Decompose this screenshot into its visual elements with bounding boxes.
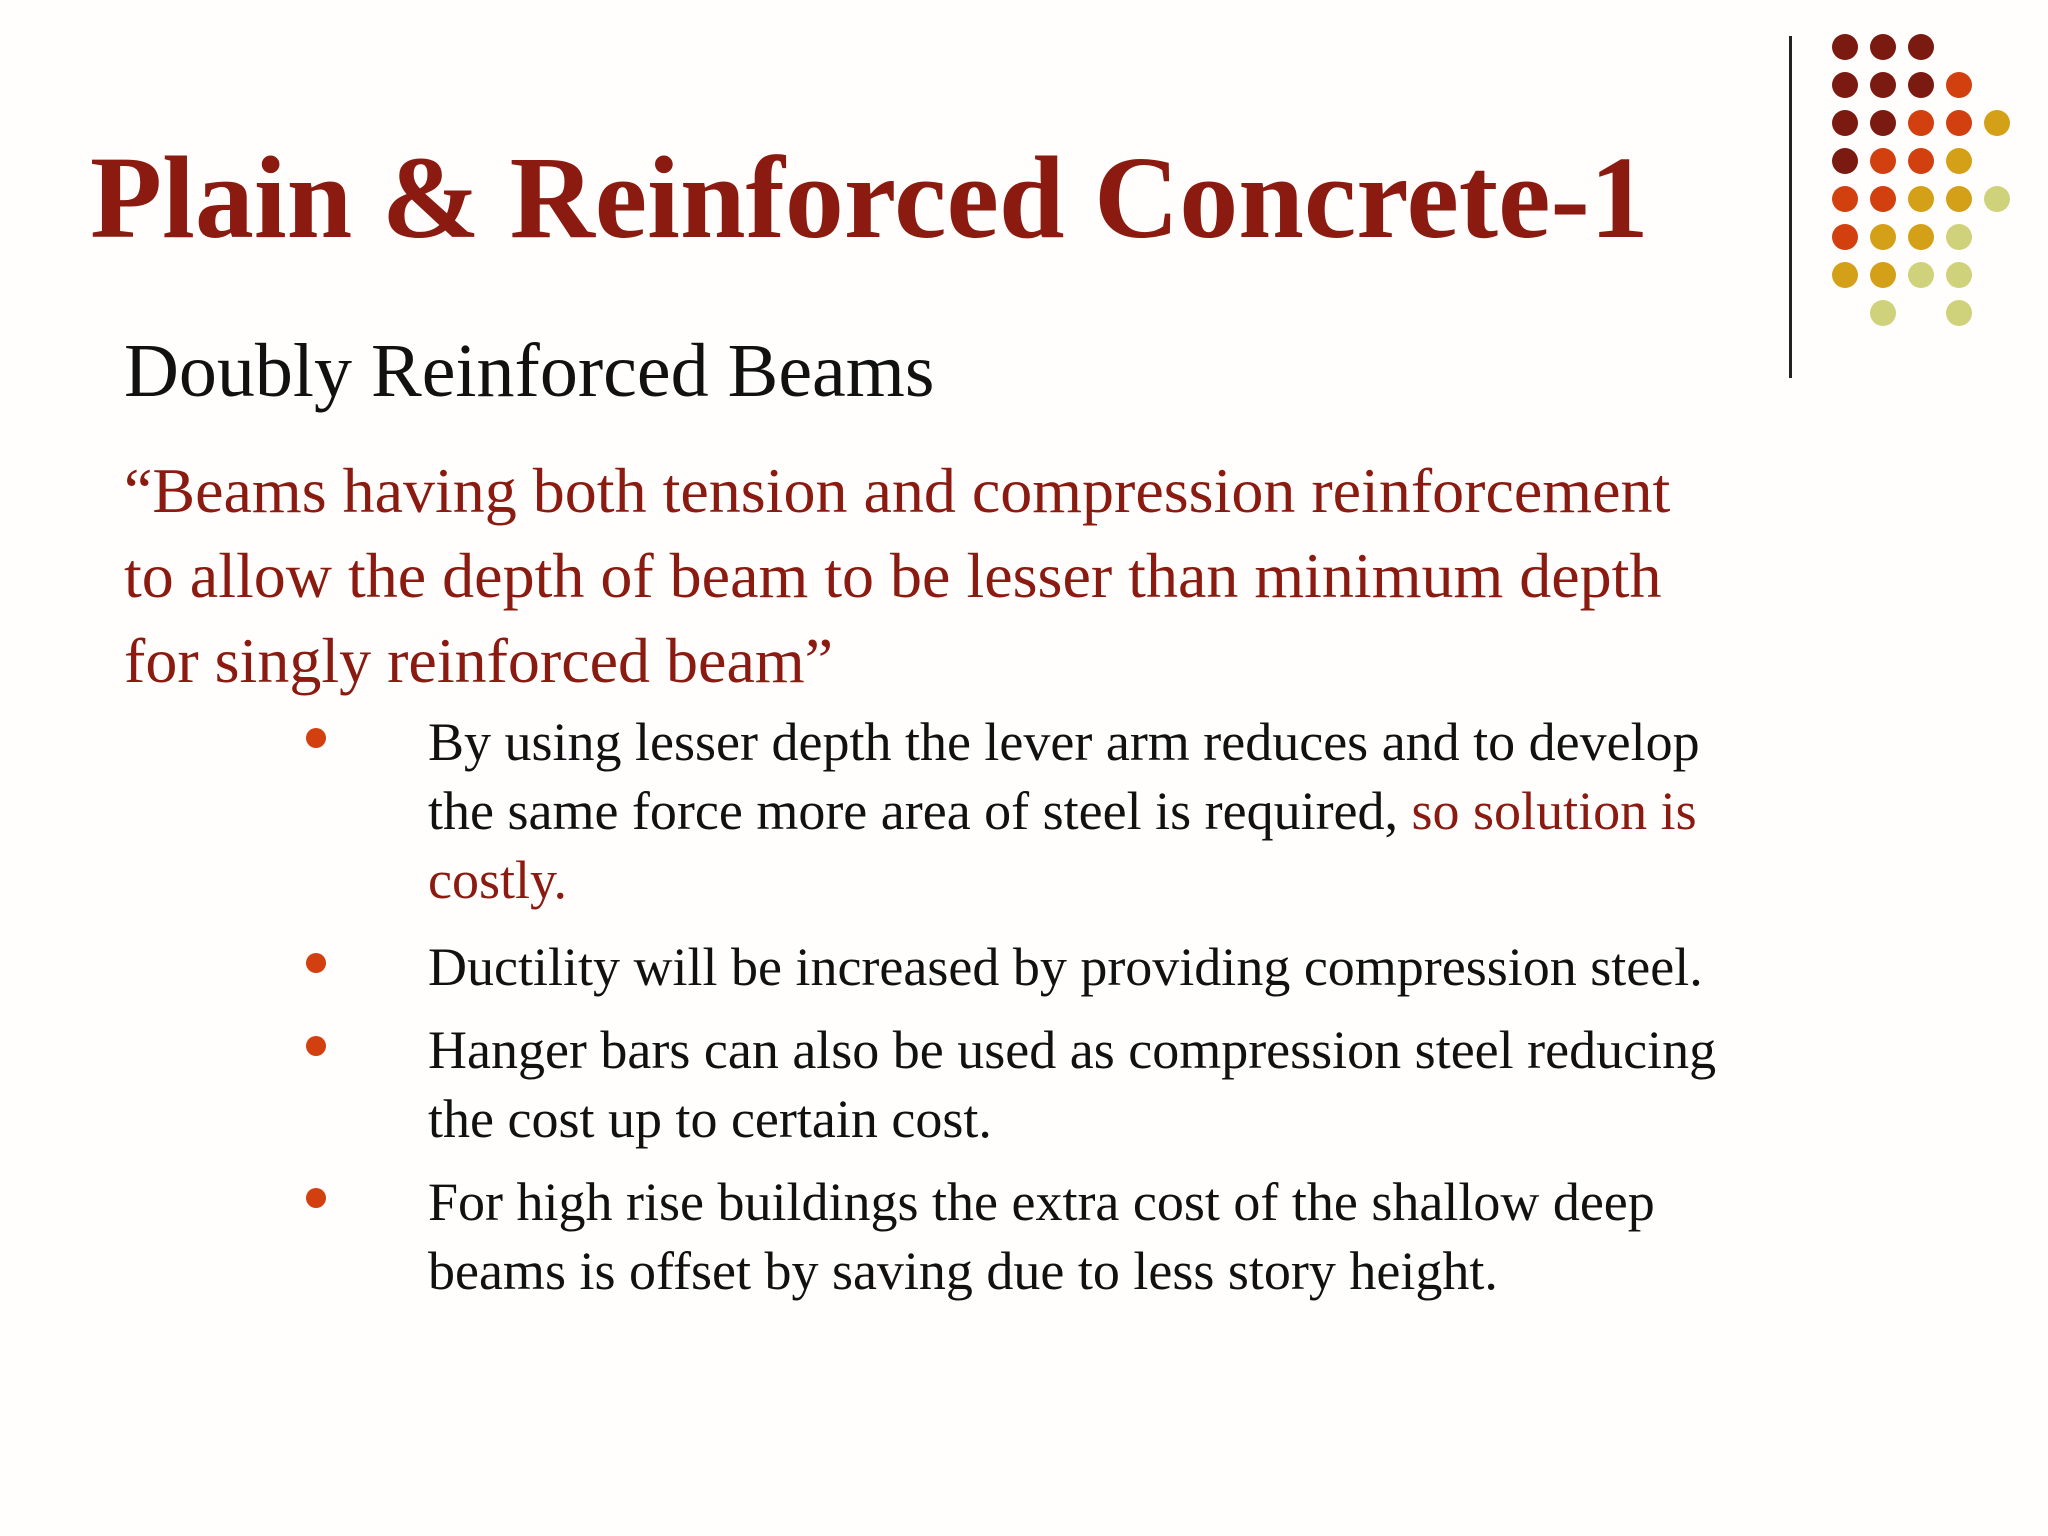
bullet-line: For high rise buildings the extra cost of the shallow deep (428, 1172, 1655, 1232)
decorative-dot (1870, 110, 1896, 136)
decorative-dot (1908, 34, 1934, 60)
bullet-dot-icon (306, 728, 326, 748)
decorative-dot (1870, 34, 1896, 60)
decorative-dot (1946, 224, 1972, 250)
decorative-dot (1908, 224, 1934, 250)
decorative-dot (1832, 186, 1858, 212)
bullet-line: the cost up to certain cost. (428, 1089, 992, 1149)
decorative-dot (1908, 72, 1934, 98)
decorative-dot (1946, 110, 1972, 136)
quote-line: for singly reinforced beam” (124, 625, 834, 696)
slide-subtitle: Doubly Reinforced Beams (124, 329, 935, 413)
decorative-dot (1908, 262, 1934, 288)
bullet-line (428, 777, 1988, 846)
decorative-dot (1870, 262, 1896, 288)
decorative-dot (1832, 148, 1858, 174)
bullet-text (428, 708, 1988, 915)
bullet-line: beams is offset by saving due to less story height. (428, 1241, 1498, 1301)
bullet-text (428, 1168, 1988, 1306)
decorative-dot (1946, 186, 1972, 212)
decorative-dot (1908, 110, 1934, 136)
decorative-dot (1946, 148, 1972, 174)
definition-quote (124, 448, 1994, 703)
decorative-dot (1870, 224, 1896, 250)
bullet-line: Ductility will be increased by providing compression steel. (428, 937, 1703, 997)
bullet-dot-icon (306, 1188, 326, 1208)
bullet-text (428, 933, 1988, 1002)
bullet-dot-icon (306, 1036, 326, 1056)
bullet-line: By using lesser depth the lever arm reduces and to develop (428, 712, 1700, 772)
decorative-dot (1984, 110, 2010, 136)
decorative-dot (1908, 148, 1934, 174)
decorative-dot (1870, 300, 1896, 326)
bullet-line-plain: the same force more area of steel is required, (428, 781, 1412, 841)
decorative-dot (1832, 34, 1858, 60)
decorative-dot (1870, 148, 1896, 174)
decorative-dot (1946, 72, 1972, 98)
bullet-line-accent: costly. (428, 850, 567, 910)
bullet-dot-icon (306, 953, 326, 973)
bullet-line: Hanger bars can also be used as compression steel reducing (428, 1020, 1717, 1080)
decorative-dot (1870, 72, 1896, 98)
decorative-dot (1832, 110, 1858, 136)
decorative-dot (1946, 300, 1972, 326)
decorative-dot (1832, 224, 1858, 250)
bullet-text (428, 1016, 1988, 1154)
decorative-dot (1832, 72, 1858, 98)
slide-title: Plain & Reinforced Concrete-1 (90, 132, 1649, 263)
decorative-dot (1946, 262, 1972, 288)
decorative-dot (1984, 186, 2010, 212)
quote-line: “Beams having both tension and compression reinforcement (124, 455, 1671, 526)
decorative-dot (1832, 262, 1858, 288)
decorative-dot (1908, 186, 1934, 212)
decorative-dot (1870, 186, 1896, 212)
bullet-line-accent: so solution is (1411, 781, 1697, 841)
quote-line: to allow the depth of beam to be lesser than minimum depth (124, 540, 1662, 611)
